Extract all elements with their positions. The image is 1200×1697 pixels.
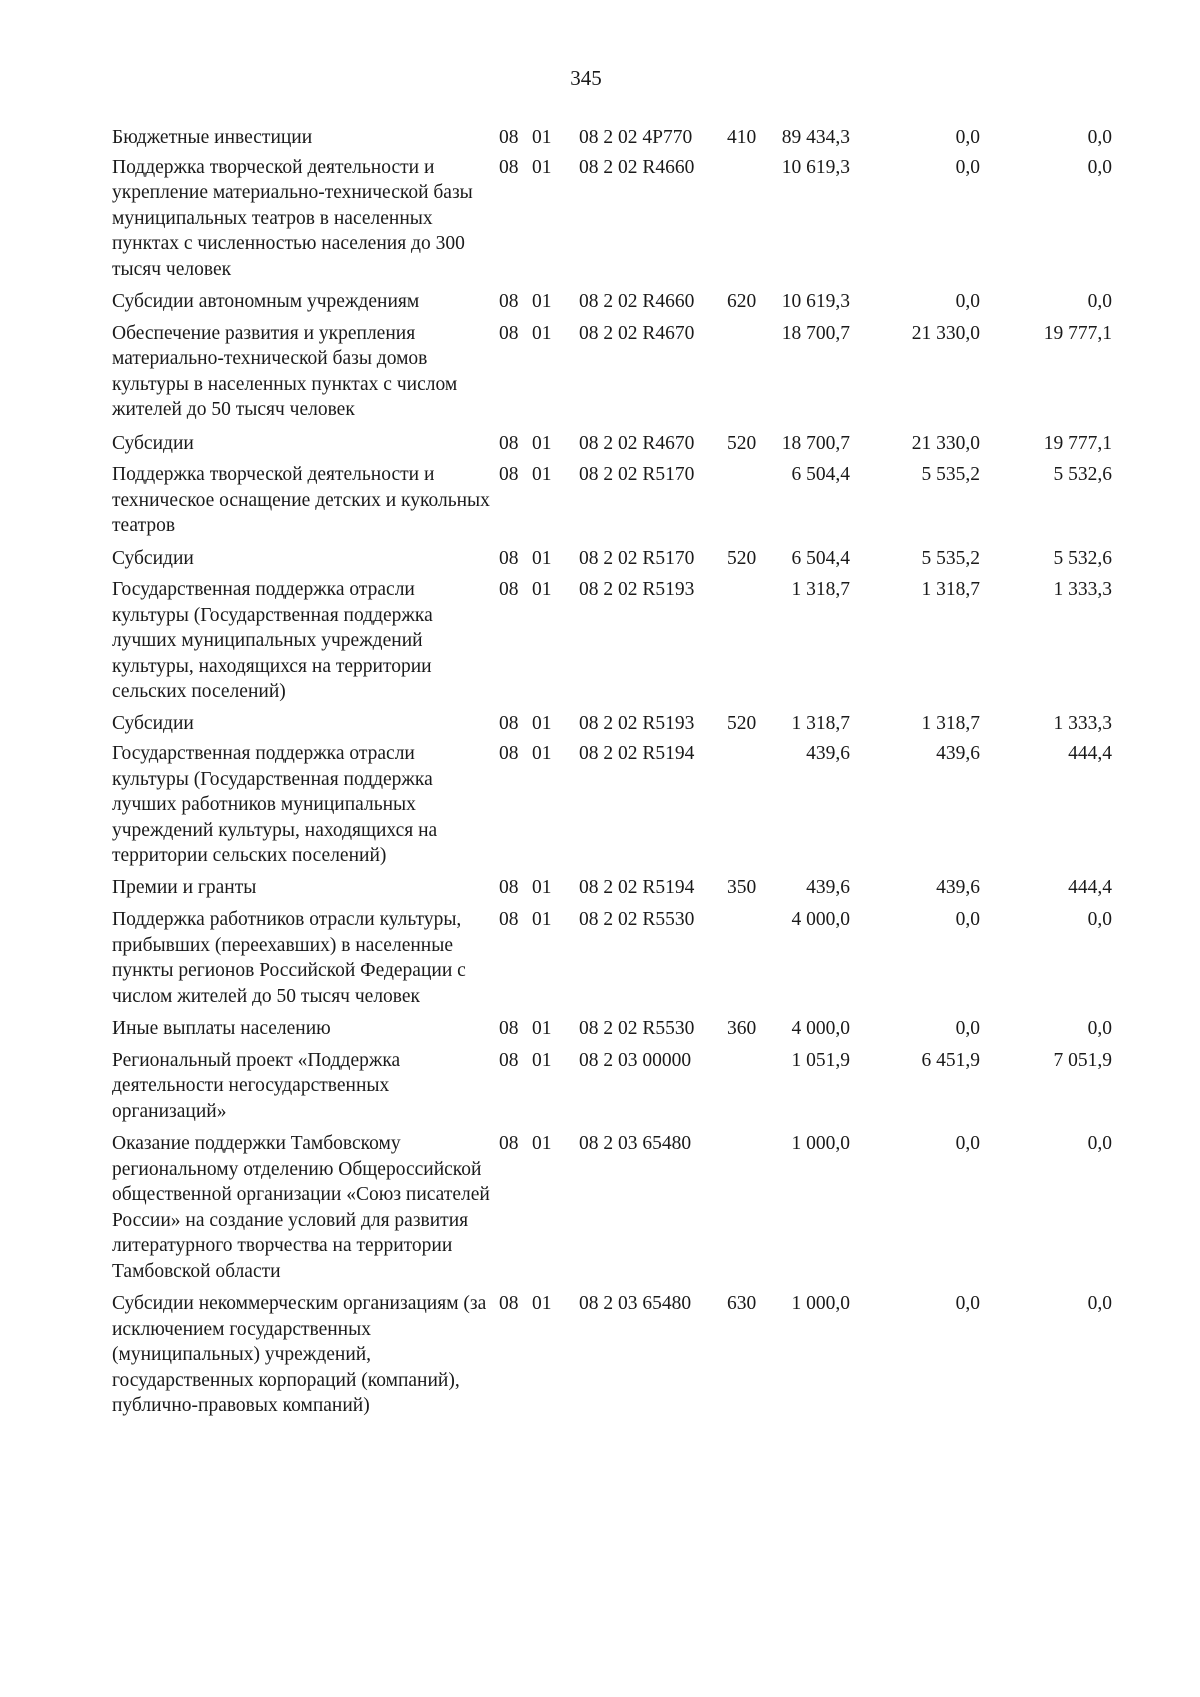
page-number: 345 (570, 66, 602, 90)
target-article-code: 08 2 02 R5530 (579, 909, 695, 930)
expense-type-code: 410 (727, 127, 757, 148)
amount-3: 444,4 (1068, 743, 1112, 764)
target-article-code: 08 2 02 4Р770 (579, 127, 693, 148)
target-article-code: 08 2 02 R5194 (579, 876, 695, 898)
expense-type-code: 520 (727, 432, 757, 454)
razdel-code: 08 (499, 579, 519, 600)
expense-type-code: 520 (727, 547, 757, 569)
target-article-code: 08 2 03 65480 (579, 1293, 692, 1314)
table-row (112, 1016, 1180, 1042)
podrazdel-code: 01 (532, 1133, 552, 1154)
target-article-code: 08 2 02 R5193 (579, 579, 695, 600)
razdel-code: 08 (499, 1018, 519, 1039)
row-name: Государственная поддержка отрасли культуры (Государственная поддержка лучших работников муниципальных учреждений культуры, находящихся на территории сельских поселений) (112, 743, 438, 866)
razdel-code: 08 (499, 743, 519, 764)
amount-2: 5 535,2 (921, 464, 980, 485)
target-article-code: 08 2 02 R5530 (579, 1018, 695, 1039)
amount-3: 5 532,6 (1053, 547, 1112, 569)
table-row (112, 289, 1180, 315)
row-name: Обеспечение развития и укрепления материально-технической базы домов культуры в населенных пунктах с числом жителей до 50 тысяч человек (112, 322, 458, 420)
target-article-code: 08 2 02 R5193 (579, 712, 695, 734)
amount-3: 0,0 (1087, 909, 1112, 930)
amount-2: 439,6 (936, 876, 980, 898)
target-article-code: 08 2 03 00000 (579, 1049, 692, 1071)
amount-1: 4 000,0 (791, 909, 850, 930)
target-article-code: 08 2 02 R4660 (579, 156, 695, 178)
razdel-code: 08 (499, 156, 519, 178)
amount-2: 1 318,7 (921, 712, 980, 734)
table-row (112, 577, 1180, 705)
podrazdel-code: 01 (532, 547, 552, 569)
amount-1: 89 434,3 (781, 127, 850, 148)
target-article-code: 08 2 02 R5170 (579, 464, 695, 485)
amount-1: 6 504,4 (791, 547, 850, 569)
amount-2: 0,0 (955, 1018, 980, 1039)
podrazdel-code: 01 (532, 579, 552, 600)
table-row (112, 462, 1180, 539)
podrazdel-code: 01 (532, 909, 552, 930)
amount-3: 0,0 (1087, 127, 1112, 148)
amount-1: 18 700,7 (781, 322, 850, 344)
amount-2: 0,0 (955, 909, 980, 930)
row-name: Оказание поддержки Тамбовскому региональному отделению Общероссийской общественной организации «Союз писателей России» на создание условий для развития литературного творчества на территории Тамбовской области (112, 1133, 490, 1282)
amount-1: 1 000,0 (791, 1293, 850, 1314)
razdel-code: 08 (499, 1133, 519, 1154)
target-article-code: 08 2 02 R4660 (579, 291, 695, 312)
amount-2: 21 330,0 (911, 322, 980, 344)
table-row (112, 741, 1180, 869)
podrazdel-code: 01 (532, 1049, 552, 1071)
amount-3: 0,0 (1087, 156, 1112, 178)
table-row (112, 125, 1180, 151)
razdel-code: 08 (499, 464, 519, 485)
amount-3: 19 777,1 (1043, 432, 1112, 454)
expense-type-code: 630 (727, 1293, 757, 1314)
target-article-code: 08 2 03 65480 (579, 1133, 692, 1154)
razdel-code: 08 (499, 127, 519, 148)
amount-3: 1 333,3 (1053, 579, 1112, 600)
amount-3: 0,0 (1087, 291, 1112, 312)
row-name: Субсидии (112, 432, 194, 454)
row-name: Региональный проект «Поддержка деятельности негосударственных организаций» (112, 1049, 401, 1122)
podrazdel-code: 01 (532, 1293, 552, 1314)
amount-1: 439,6 (806, 743, 850, 764)
expense-type-code: 360 (727, 1018, 757, 1039)
amount-3: 0,0 (1087, 1018, 1112, 1039)
razdel-code: 08 (499, 322, 519, 344)
razdel-code: 08 (499, 547, 519, 569)
podrazdel-code: 01 (532, 432, 552, 454)
row-name: Субсидии (112, 547, 194, 569)
target-article-code: 08 2 02 R4670 (579, 432, 695, 454)
amount-3: 0,0 (1087, 1133, 1112, 1154)
amount-1: 18 700,7 (781, 432, 850, 454)
amount-1: 6 504,4 (791, 464, 850, 485)
podrazdel-code: 01 (532, 291, 552, 312)
row-name: Поддержка работников отрасли культуры, прибывших (переехавших) в населенные пункты регионов Российской Федерации с числом жителей до 50 тысяч человек (112, 909, 466, 1007)
amount-1: 1 318,7 (791, 579, 850, 600)
target-article-code: 08 2 02 R5194 (579, 743, 695, 764)
row-name: Субсидии автономным учреждениям (112, 291, 420, 312)
row-name: Иные выплаты населению (112, 1018, 331, 1039)
podrazdel-code: 01 (532, 876, 552, 898)
podrazdel-code: 01 (532, 127, 552, 148)
amount-2: 0,0 (955, 127, 980, 148)
amount-2: 1 318,7 (921, 579, 980, 600)
razdel-code: 08 (499, 1049, 519, 1071)
razdel-code: 08 (499, 909, 519, 930)
amount-3: 1 333,3 (1053, 712, 1112, 734)
table-row (112, 875, 1180, 901)
amount-1: 1 051,9 (791, 1049, 850, 1071)
razdel-code: 08 (499, 1293, 519, 1314)
target-article-code: 08 2 02 R4670 (579, 322, 695, 344)
target-article-code: 08 2 02 R5170 (579, 547, 695, 569)
table-row (112, 431, 1180, 457)
podrazdel-code: 01 (532, 156, 552, 178)
table-row (112, 1291, 1180, 1419)
podrazdel-code: 01 (532, 712, 552, 734)
podrazdel-code: 01 (532, 1018, 552, 1039)
amount-2: 0,0 (955, 156, 980, 178)
amount-2: 21 330,0 (911, 432, 980, 454)
row-name: Поддержка творческой деятельности и укрепление материально-технической базы муниципальных театров в населенных пунктах с численностью населения до 300 тысяч человек (112, 156, 473, 280)
amount-1: 1 000,0 (791, 1133, 850, 1154)
table-row (112, 1048, 1180, 1125)
podrazdel-code: 01 (532, 464, 552, 485)
razdel-code: 08 (499, 291, 519, 312)
expense-type-code: 350 (727, 876, 757, 898)
podrazdel-code: 01 (532, 743, 552, 764)
amount-2: 439,6 (936, 743, 980, 764)
amount-1: 10 619,3 (781, 156, 850, 178)
row-name: Бюджетные инвестиции (112, 127, 313, 148)
row-name: Премии и гранты (112, 876, 257, 898)
amount-3: 7 051,9 (1053, 1049, 1112, 1071)
amount-1: 10 619,3 (781, 291, 850, 312)
razdel-code: 08 (499, 432, 519, 454)
amount-2: 0,0 (955, 291, 980, 312)
amount-3: 19 777,1 (1043, 322, 1112, 344)
amount-2: 6 451,9 (921, 1049, 980, 1071)
amount-3: 0,0 (1087, 1293, 1112, 1314)
amount-3: 5 532,6 (1053, 464, 1112, 485)
table-row (112, 546, 1180, 572)
amount-2: 0,0 (955, 1133, 980, 1154)
expense-type-code: 620 (727, 291, 757, 312)
razdel-code: 08 (499, 876, 519, 898)
row-name: Государственная поддержка отрасли культуры (Государственная поддержка лучших муниципальных учреждений культуры, находящихся на территории сельских поселений) (112, 579, 433, 702)
table-row (112, 907, 1180, 1009)
podrazdel-code: 01 (532, 322, 552, 344)
row-name: Субсидии (112, 712, 194, 734)
amount-1: 439,6 (806, 876, 850, 898)
budget-table (112, 125, 1180, 1419)
table-row (112, 155, 1180, 283)
expense-type-code: 520 (727, 712, 757, 734)
amount-1: 4 000,0 (791, 1018, 850, 1039)
amount-2: 0,0 (955, 1293, 980, 1314)
row-name: Поддержка творческой деятельности и техническое оснащение детских и кукольных театров (112, 464, 490, 536)
amount-2: 5 535,2 (921, 547, 980, 569)
amount-3: 444,4 (1068, 876, 1112, 898)
razdel-code: 08 (499, 712, 519, 734)
row-name: Субсидии некоммерческим организациям (за исключением государственных (муниципальных) учреждений, государственных корпораций (компаний), публично-правовых компаний) (112, 1293, 487, 1416)
table-row (112, 711, 1180, 737)
amount-1: 1 318,7 (791, 712, 850, 734)
table-row (112, 1131, 1180, 1284)
table-row (112, 321, 1180, 423)
